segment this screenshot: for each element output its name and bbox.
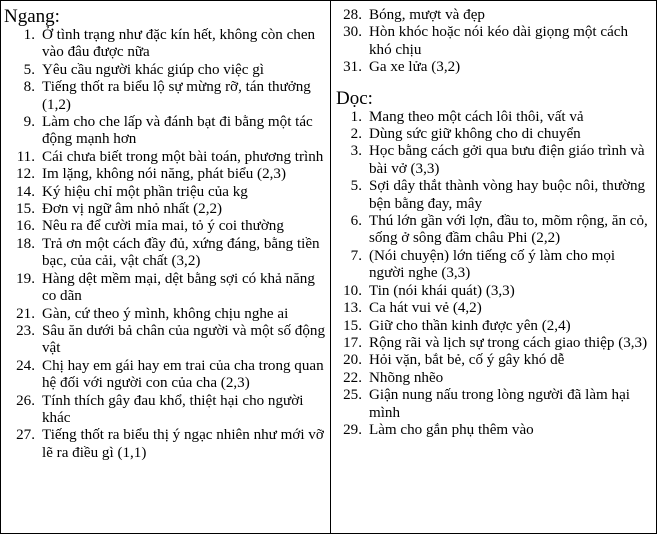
- clue-item: [336, 335, 651, 352]
- clue-text: Hòn khóc hoặc nói kéo dài giọng một cách khó chịu: [369, 24, 629, 58]
- clue-text: Gàn, cứ theo ý mình, không chịu nghe ai: [42, 305, 289, 322]
- clue-text: Bóng, mượt và đẹp: [369, 7, 485, 23]
- clue-text: Ca hát vui vẻ (4,2): [369, 300, 482, 317]
- clue-number: 1.: [23, 27, 35, 43]
- heading-doc: Dọc:: [336, 87, 373, 109]
- clue-item: [4, 166, 326, 183]
- clue-item: [336, 178, 651, 213]
- clue-item: [336, 318, 651, 335]
- clue-text: Sợi dây thắt thành vòng hay buộc nôi, thường bện bằng đay, mây: [369, 178, 646, 212]
- clue-text: Giận nung nấu trong lòng người đã làm hại mình: [369, 387, 630, 421]
- clue-number: 17.: [343, 334, 362, 351]
- clue-text: Ga xe lửa (3,2): [369, 59, 461, 76]
- clue-item: [4, 201, 326, 218]
- clue-text: Học bằng cách gởi qua bưu điện giáo trình và bài vở (3,3): [369, 143, 645, 177]
- clue-number: 1.: [350, 108, 362, 125]
- clue-item: [336, 126, 651, 143]
- clue-text: Cái chưa biết trong một bài toán, phương trình: [42, 148, 324, 165]
- clue-number: 3.: [350, 143, 362, 160]
- clue-number: 21.: [16, 305, 35, 322]
- clue-item: [4, 184, 326, 201]
- clue-number: 5.: [23, 61, 35, 78]
- clue-item: [4, 62, 326, 79]
- clue-number: 30.: [343, 24, 362, 41]
- clue-text: Trả ơn một cách đầy đủ, xứng đáng, bằng tiền bạc, của cải, vật chất (3,2): [42, 235, 320, 270]
- clue-number: 18.: [16, 235, 35, 252]
- clue-number: 22.: [343, 369, 362, 386]
- clue-text: Nhõng nhẽo: [369, 369, 444, 386]
- clue-text: Giữ cho thần kinh được yên (2,4): [369, 317, 571, 334]
- clue-number: 10.: [343, 282, 362, 299]
- clue-number: 27.: [16, 427, 35, 444]
- clue-item: [336, 109, 651, 126]
- clue-item: [4, 393, 326, 428]
- clue-item: [336, 352, 651, 369]
- clue-text: Thú lớn gần với lợn, đầu to, mõm rộng, ăn cỏ, sống ở sông đầm châu Phi (2,2): [369, 213, 648, 247]
- clue-item: [336, 213, 651, 248]
- clue-item: [336, 248, 651, 283]
- clue-number: 6.: [350, 213, 362, 230]
- clue-item: [336, 387, 651, 422]
- clue-text: Im lặng, không nói năng, phát biểu (2,3): [42, 166, 286, 183]
- clue-text: Mang theo một cách lôi thôi, vất vả: [369, 108, 584, 125]
- clue-item: [4, 79, 326, 114]
- clue-text: Dùng sức giữ không cho di chuyển: [369, 126, 581, 143]
- clue-item: [4, 236, 326, 271]
- clue-number: 26.: [16, 392, 35, 409]
- clue-text: Hỏi vặn, bắt bẻ, cố ý gây khó dễ: [369, 352, 565, 369]
- clue-text: Làm cho gắn phụ thêm vào: [369, 421, 534, 438]
- clue-number: 14.: [16, 183, 35, 200]
- clue-number: 19.: [16, 270, 35, 287]
- clue-item: [4, 114, 326, 149]
- clue-item: [336, 59, 651, 76]
- clue-item: [4, 427, 326, 462]
- clue-text: Tiếng thốt ra biểu thị ý ngạc nhiên như mới vỡ lẽ ra điều gì (1,1): [42, 427, 324, 461]
- clue-number: 13.: [343, 300, 362, 317]
- ngang-continued-clue-list: [336, 7, 651, 77]
- clue-item: [336, 300, 651, 317]
- clue-item: [4, 271, 326, 306]
- right-column: [336, 1, 651, 439]
- clue-number: 2.: [350, 126, 362, 143]
- clue-item: [4, 27, 326, 62]
- clue-number: 15.: [16, 201, 35, 218]
- clue-number: 20.: [343, 352, 362, 369]
- clue-item: [4, 358, 326, 393]
- column-divider: [330, 1, 331, 533]
- ngang-clue-list: [4, 27, 326, 462]
- clue-number: 29.: [343, 421, 362, 438]
- clue-text: Rộng rãi và lịch sự trong cách giao thiệp (3,3): [369, 334, 648, 351]
- clue-item: [336, 422, 651, 439]
- heading-ngang: Ngang:: [4, 6, 60, 27]
- clue-number: 16.: [16, 218, 35, 235]
- clue-item: [336, 370, 651, 387]
- clue-number: 15.: [343, 317, 362, 334]
- clue-text: Làm cho che lấp và đánh bạt đi bằng một tác động mạnh hơn: [42, 114, 313, 148]
- clue-number: 25.: [343, 387, 362, 404]
- clue-item: [336, 7, 651, 24]
- clue-item: [336, 283, 651, 300]
- clue-number: 12.: [16, 166, 35, 183]
- clue-item: [4, 306, 326, 323]
- clue-number: 7.: [350, 247, 362, 264]
- clue-number: 28.: [343, 7, 362, 23]
- clue-text: Hàng dệt mềm mại, dệt bằng sợi có khả năng co dãn: [42, 270, 315, 305]
- left-column: [4, 1, 326, 462]
- clue-text: Sâu ăn dưới bả chân của người và một số động vật: [42, 322, 325, 357]
- clue-item: [4, 218, 326, 235]
- clue-number: 5.: [350, 178, 362, 195]
- clue-text: Ở tình trạng như đặc kín hết, không còn chen vào đâu được nữa: [42, 27, 316, 61]
- clue-text: Nêu ra để cười mỉa mai, tỏ ý coi thường: [42, 218, 284, 235]
- clue-text: Chị hay em gái hay em trai của cha trong quan hệ đối với người con của cha (2,3): [42, 357, 324, 392]
- clue-item: [4, 149, 326, 166]
- clue-item: [336, 24, 651, 59]
- clue-text: Ký hiệu chỉ một phần triệu của kg: [42, 183, 248, 200]
- clue-number: 8.: [23, 79, 35, 96]
- clue-item: [336, 143, 651, 178]
- clue-text: Đơn vị ngữ âm nhỏ nhất (2,2): [42, 201, 223, 218]
- clue-text: Tiếng thốt ra biểu lộ sự mừng rỡ, tán thưởng (1,2): [42, 79, 311, 113]
- clue-number: 24.: [16, 357, 35, 374]
- clue-item: [4, 323, 326, 358]
- clue-number: 31.: [343, 59, 362, 76]
- doc-clue-list: [336, 109, 651, 440]
- clue-text: Yêu cầu người khác giúp cho việc gì: [42, 61, 264, 78]
- clue-number: 9.: [23, 114, 35, 131]
- clue-number: 23.: [16, 322, 35, 339]
- clue-text: (Nói chuyện) lớn tiếng cố ý làm cho mọi người nghe (3,3): [369, 247, 616, 282]
- clue-text: Tính thích gây đau khổ, thiệt hại cho người khác: [42, 392, 304, 426]
- clue-text: Tin (nói khái quát) (3,3): [369, 282, 515, 299]
- clue-number: 11.: [16, 148, 35, 165]
